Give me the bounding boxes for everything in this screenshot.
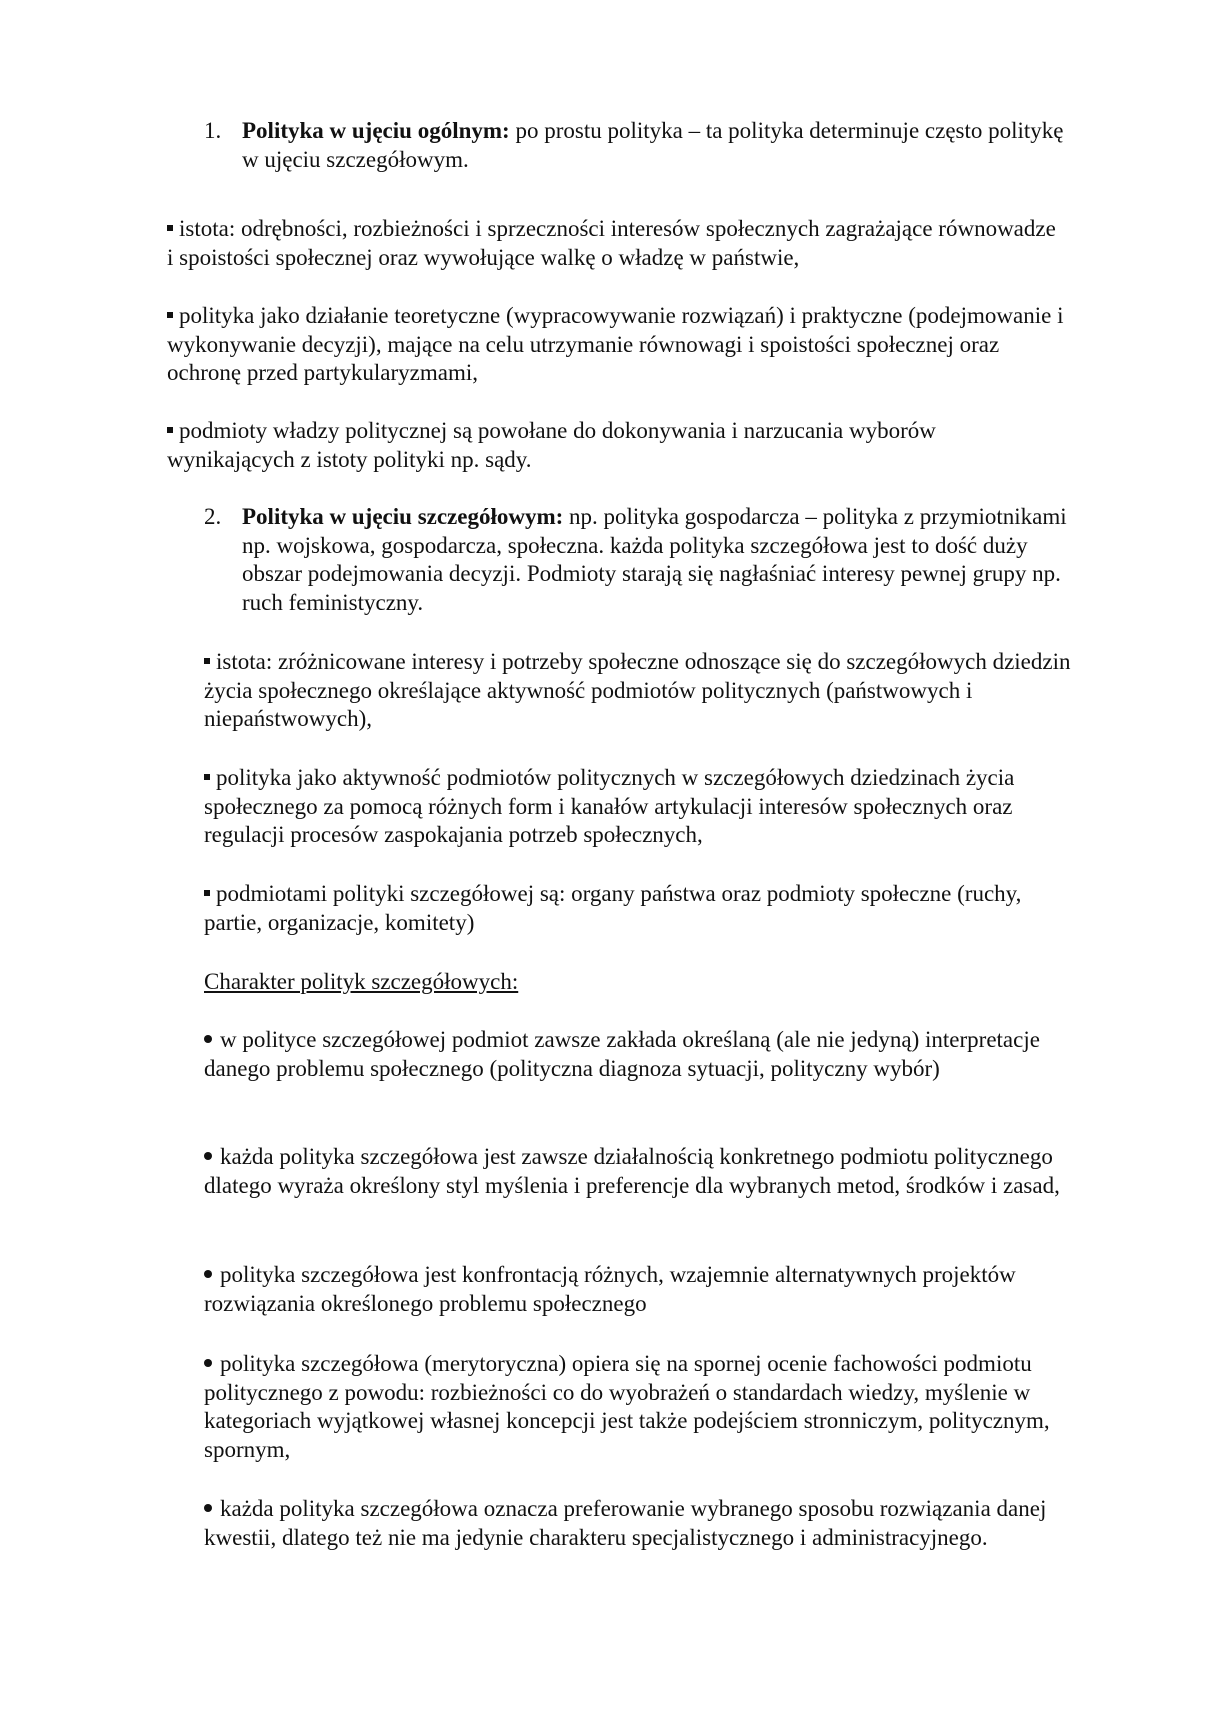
- section-2-point-2: polityka jako aktywność podmiotów politycznych w szczegółowych dziedzinach życia społecznego za pomocą różnych form i kanałów artykulacji interesów społecznych oraz regulacji procesów zaspokajania potrzeb społecznych,: [204, 765, 1015, 848]
- square-bullet-icon: [204, 774, 210, 780]
- section-1-point-2: polityka jako działanie teoretyczne (wypracowywanie rozwiązań) i praktyczne (podejmowanie i wykonywanie decyzji), mające na celu utrzymanie równowagi i spoistości społecznej oraz ochronę przed partykularyzmami,: [167, 303, 1064, 386]
- character-point-4: polityka szczegółowa (merytoryczna) opiera się na spornej ocenie fachowości podmiotu politycznego z powodu: rozbieżności co do wyobrażeń o standardach wiedzy, myślenie w kategoriach wyjątkowej własnej koncepcji jest także podejściem stronniczym, politycznym, spornym,: [204, 1351, 1050, 1462]
- square-bullet-icon: [204, 890, 210, 896]
- round-bullet-icon: [204, 1270, 212, 1278]
- square-bullet-icon: [204, 658, 210, 664]
- section-2-text: [242, 503, 1084, 617]
- round-bullet-icon: [204, 1152, 212, 1160]
- section-1-point-3: podmioty władzy politycznej są powołane do dokonywania i narzucania wyborów wynikających z istoty polityki np. sądy.: [167, 418, 936, 472]
- character-point-5: każda polityka szczegółowa oznacza preferowanie wybranego sposobu rozwiązania danej kwestii, dlatego też nie ma jedynie charakteru specjalistycznego i administracyjnego.: [204, 1496, 1047, 1550]
- character-point-3: polityka szczegółowa jest konfrontacją różnych, wzajemnie alternatywnych projektów rozwiązania określonego problemu społecznego: [204, 1262, 1016, 1316]
- round-bullet-icon: [204, 1035, 212, 1043]
- section-2-body: np. polityka gospodarcza – polityka z przymiotnikami np. wojskowa, gospodarcza, społeczna. każda polityka szczegółowa jest to dość duży obszar podejmowania decyzji. Podmioty starają się nagłaśniać interesy pewnej grupy np. ruch feministyczny.: [242, 504, 1067, 615]
- square-bullet-icon: [167, 312, 173, 318]
- section-2-point-1: istota: zróżnicowane interesy i potrzeby społeczne odnoszące się do szczegółowych dziedzin życia społecznego określające aktywność podmiotów politycznych (państwowych i niepaństwowych),: [204, 649, 1071, 732]
- section-2-point-3: podmiotami polityki szczegółowej są: organy państwa oraz podmioty społeczne (ruchy, partie, organizacje, komitety): [204, 881, 1022, 935]
- section-2-title: Polityka w ujęciu szczegółowym:: [242, 504, 564, 529]
- section-2-number: 2.: [204, 504, 222, 529]
- character-point-1: w polityce szczegółowej podmiot zawsze zakłada określaną (ale nie jedyną) interpretacje danego problemu społecznego (polityczna diagnoza sytuacji, polityczny wybór): [204, 1027, 1040, 1081]
- section-1-body: po prostu polityka – ta polityka determinuje często politykę w ujęciu szczegółowym.: [242, 118, 1064, 172]
- round-bullet-icon: [204, 1359, 212, 1367]
- character-point-2: każda polityka szczegółowa jest zawsze działalnością konkretnego podmiotu politycznego dlatego wyraża określony styl myślenia i preferencje dla wybranych metod, środków i zasad,: [204, 1144, 1060, 1198]
- section-1-point-1: istota: odrębności, rozbieżności i sprzeczności interesów społecznych zagrażające równowadze i spoistości społecznej oraz wywołujące walkę o władzę w państwie,: [167, 216, 1056, 270]
- section-1-item: [204, 117, 1084, 174]
- square-bullet-icon: [167, 225, 173, 231]
- round-bullet-icon: [204, 1504, 212, 1512]
- section-1-number: 1.: [204, 118, 222, 143]
- section-1-title: Polityka w ujęciu ogólnym:: [242, 118, 510, 143]
- section-2-item: [204, 503, 1084, 617]
- square-bullet-icon: [167, 427, 173, 433]
- section-1-text: [242, 117, 1084, 174]
- character-heading: Charakter polityk szczegółowych:: [204, 969, 519, 994]
